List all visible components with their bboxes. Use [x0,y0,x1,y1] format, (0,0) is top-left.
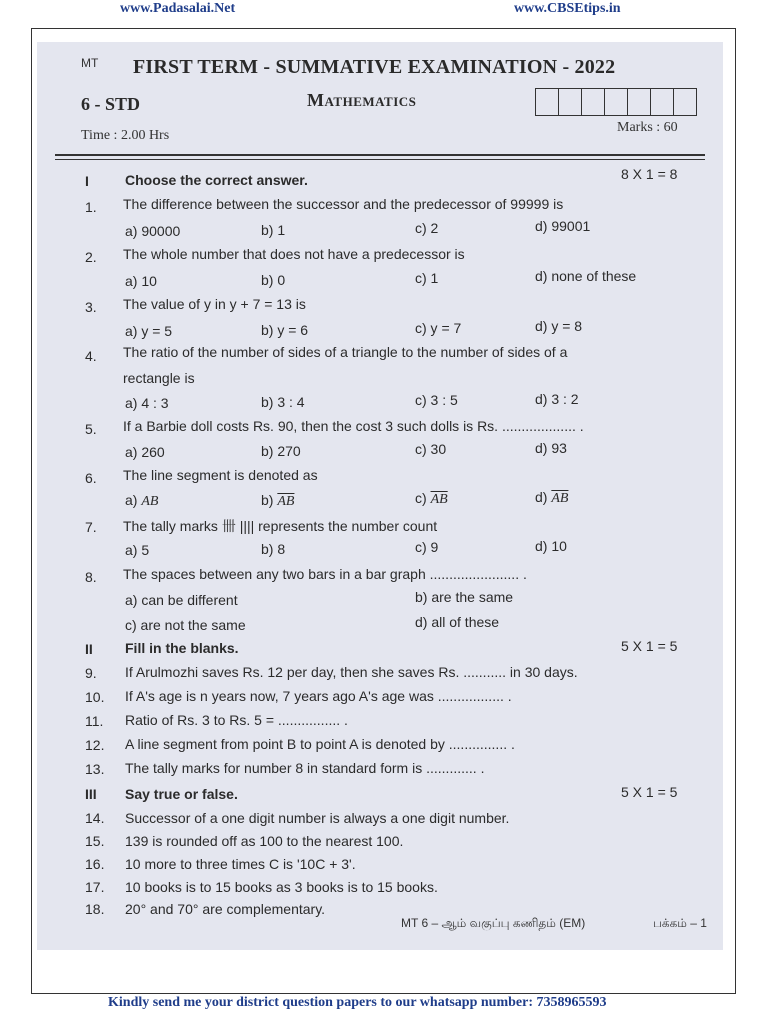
q6-option-b-label: b) [261,492,274,508]
register-box [651,89,674,115]
watermark-left[interactable]: www.Padasalai.Net [120,1,236,16]
q8-option-a: a) can be different [125,592,238,608]
q15-text: 139 is rounded off as 100 to the nearest 100. [125,833,404,849]
q10-text: If A's age is n years now, 7 years ago A's age was ................. . [125,688,512,704]
q4-option-c: c) 3 : 5 [415,392,458,408]
q7-tally-marks: 卌 |||| [221,518,255,534]
q6-number: 6. [85,470,97,486]
section-3-title: Say true or false. [125,786,238,802]
page-number: பக்கம் – 1 [653,916,707,930]
q6-option-a [125,492,158,510]
q6-option-c-segment: $\overline{AB}$ [430,492,448,507]
q8-text: The spaces between any two bars in a bar graph ....................... . [123,566,527,582]
q1-text: The difference between the successor and the predecessor of 99999 is [123,196,564,212]
q4-text-continued: rectangle is [123,370,195,386]
time-label: Time : 2.00 Hrs [81,128,170,143]
q6-option-b [261,492,294,510]
q9-text: If Arulmozhi saves Rs. 12 per day, then she saves Rs. ........... in 30 days. [125,664,578,680]
q1-option-a: a) 90000 [125,223,181,239]
q7-text [123,516,437,536]
q6-option-a-segment: AB [141,494,159,509]
q2-text: The whole number that does not have a predecessor is [123,246,465,262]
q6-option-d [535,489,568,507]
q5-option-d: d) 93 [535,440,567,456]
q1-option-c: c) 2 [415,220,439,236]
q2-option-c: c) 1 [415,270,439,286]
exam-title: FIRST TERM - SUMMATIVE EXAMINATION - 2022 [133,56,616,78]
q14-number: 14. [85,810,105,826]
q6-option-d-segment: $\overline{AB}$ [551,491,569,506]
q6-option-c [415,490,448,508]
paper-code: MT [81,56,99,70]
q2-number: 2. [85,249,97,265]
q1-option-d: d) 99001 [535,218,591,234]
q15-number: 15. [85,833,105,849]
subject-label: Mathematics [307,90,417,110]
q4-text: The ratio of the number of sides of a triangle to the number of sides of a [123,344,568,360]
q2-option-a: a) 10 [125,273,157,289]
q6-option-b-segment: $\overline{AB}$ [277,494,295,509]
q16-text: 10 more to three times C is '10C + 3'. [125,856,356,872]
q5-option-b: b) 270 [261,443,301,459]
section-1-roman: I [85,173,89,189]
q17-text: 10 books is to 15 books as 3 books is to 15 books. [125,879,438,895]
q7-option-d: d) 10 [535,538,567,554]
q14-text: Successor of a one digit number is always a one digit number. [125,810,510,826]
q4-number: 4. [85,348,97,364]
q11-text: Ratio of Rs. 3 to Rs. 5 = ................ . [125,712,348,728]
q18-number: 18. [85,901,105,917]
q7-option-c: c) 9 [415,539,439,555]
marks-label: Marks : 60 [617,120,678,135]
q3-option-c: c) y = 7 [415,320,462,336]
q6-option-a-label: a) [125,492,138,508]
q4-option-b: b) 3 : 4 [261,394,305,410]
watermark-right[interactable]: www.CBSEtips.in [514,1,621,16]
q7-option-a: a) 5 [125,542,150,558]
standard-label: 6 - STD [81,94,141,114]
q7-text-end: represents the number count [258,518,438,534]
q12-text: A line segment from point B to point A is denoted by ............... . [125,736,515,752]
q17-number: 17. [85,879,105,895]
q2-option-d: d) none of these [535,268,637,284]
q6-text: The line segment is denoted as [123,467,318,483]
q3-text: The value of y in y + 7 = 13 is [123,296,306,312]
register-number-boxes [535,88,697,116]
q13-text: The tally marks for number 8 in standard form is ............. . [125,760,485,776]
q6-option-d-label: d) [535,489,548,505]
register-box [536,89,559,115]
whatsapp-notice: Kindly send me your district question papers to our whatsapp number: 7358965593 [108,995,607,1010]
q3-number: 3. [85,299,97,315]
section-2-roman: II [85,641,93,657]
q10-number: 10. [85,689,105,705]
register-box [674,89,696,115]
q5-option-a: a) 260 [125,444,165,460]
q18-text: 20° and 70° are complementary. [125,901,326,917]
q7-option-b: b) 8 [261,541,286,557]
q6-option-c-label: c) [415,490,427,506]
q3-option-a: a) y = 5 [125,323,173,339]
paper-footer-code: MT 6 – ஆம் வகுப்பு கணிதம் (EM) [401,916,586,930]
q16-number: 16. [85,856,105,872]
q7-number: 7. [85,519,97,535]
q2-option-b: b) 0 [261,272,286,288]
q8-option-b: b) are the same [415,589,514,605]
section-1-title: Choose the correct answer. [125,172,308,188]
section-2-title: Fill in the blanks. [125,640,239,656]
q11-number: 11. [85,713,104,729]
q12-number: 12. [85,737,105,753]
q4-option-a: a) 4 : 3 [125,395,169,411]
q7-text-start: The tally marks [123,518,218,534]
header-divider-thin [55,159,705,160]
exam-paper [37,42,723,950]
q3-option-b: b) y = 6 [261,322,309,338]
section-2-marks: 5 X 1 = 5 [621,638,678,654]
section-1-marks: 8 X 1 = 8 [621,166,678,182]
q4-option-d: d) 3 : 2 [535,391,579,407]
q1-number: 1. [85,199,97,215]
register-box [582,89,605,115]
q3-option-d: d) y = 8 [535,318,583,334]
register-box [559,89,582,115]
q8-option-d: d) all of these [415,614,500,630]
q8-number: 8. [85,569,97,585]
section-3-marks: 5 X 1 = 5 [621,784,678,800]
header-divider [55,154,705,156]
q9-number: 9. [85,665,97,681]
q8-option-c: c) are not the same [125,617,246,633]
q5-number: 5. [85,421,97,437]
q5-text: If a Barbie doll costs Rs. 90, then the cost 3 such dolls is Rs. ................... . [123,418,584,434]
q13-number: 13. [85,761,105,777]
register-box [628,89,651,115]
q5-option-c: c) 30 [415,441,447,457]
section-3-roman: III [85,786,97,802]
q1-option-b: b) 1 [261,222,286,238]
register-box [605,89,628,115]
